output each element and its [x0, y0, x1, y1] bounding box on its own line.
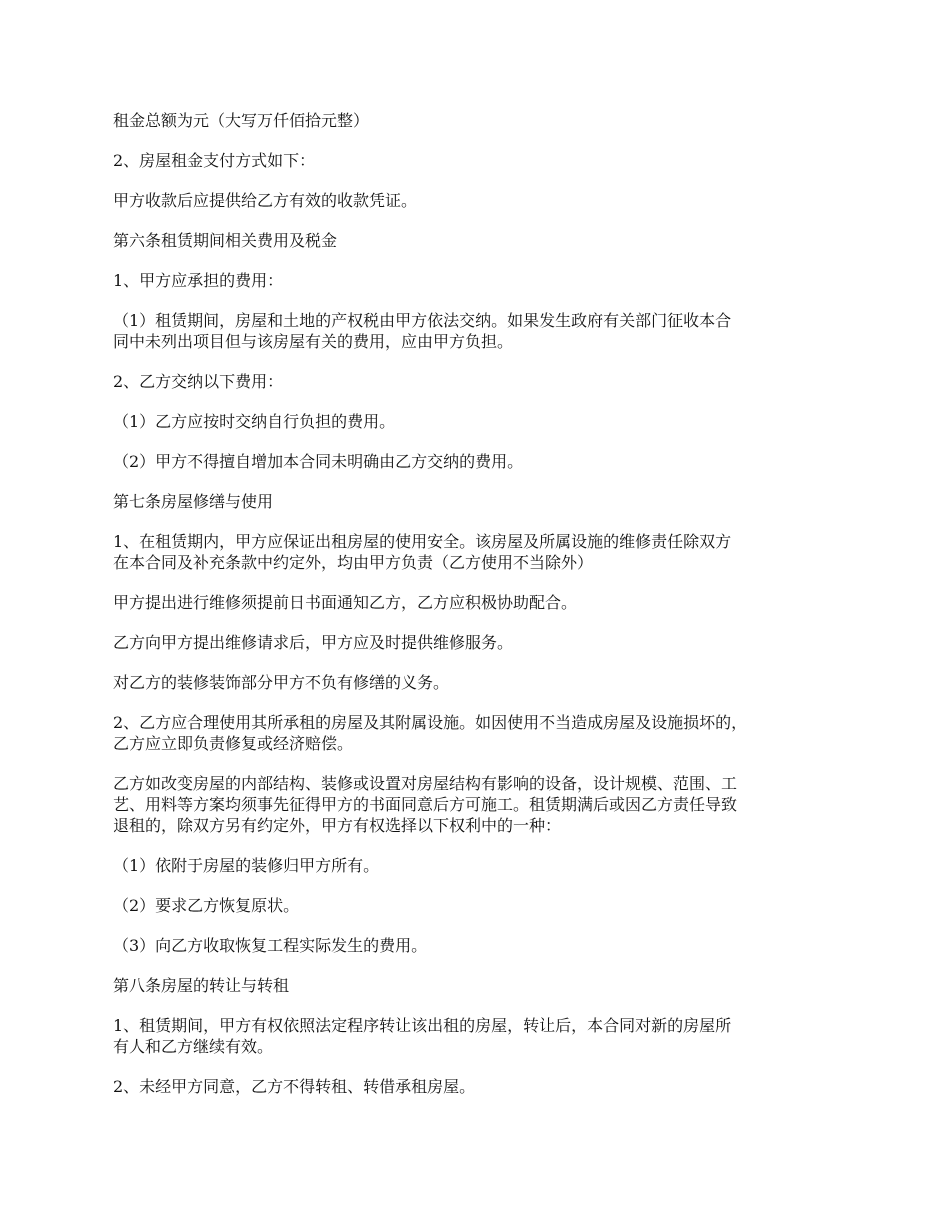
paragraph-option-1: （1）依附于房屋的装修归甲方所有。 [113, 856, 380, 875]
paragraph-maintenance-notice: 甲方提出进行维修须提前日书面通知乙方，乙方应积极协助配合。 [113, 593, 578, 612]
paragraph-transfer-rights: 1、租赁期间，甲方有权依照法定程序转让该出租的房屋，转让后，本合同对新的房屋所 有人和乙方继续有效。 [113, 1016, 732, 1056]
paragraph-structural-changes: 乙方如改变房屋的内部结构、装修或设置对房屋结构有影响的设备，设计规模、范围、工 艺、用料等方案均须事先征得甲方的书面同意后方可施工。租赁期满后或因乙方责任导致 退租的，除双方另有约定外，甲方有权选择以下权利中的一种： [113, 774, 738, 835]
section-heading-article-6: 第六条租赁期间相关费用及税金 [113, 231, 338, 250]
paragraph-decoration-exemption: 对乙方的装修装饰部分甲方不负有修缮的义务。 [113, 673, 450, 692]
document-page [113, 110, 840, 1116]
paragraph-party-a-fees: 1、甲方应承担的费用： [113, 271, 284, 290]
paragraph-party-b-fees: 2、乙方交纳以下费用： [113, 372, 284, 391]
paragraph-receipt: 甲方收款后应提供给乙方有效的收款凭证。 [113, 191, 418, 210]
paragraph-no-sublease: 2、未经甲方同意，乙方不得转租、转借承租房屋。 [113, 1077, 476, 1096]
paragraph-proper-use: 2、乙方应合理使用其所承租的房屋及其附属设施。如因使用不当造成房屋及设施损坏的， 乙方应立即负责修复或经济赔偿。 [113, 713, 748, 753]
paragraph-payment-method: 2、房屋租金支付方式如下： [113, 151, 316, 170]
paragraph-option-3: （3）向乙方收取恢复工程实际发生的费用。 [113, 936, 428, 955]
paragraph-option-2: （2）要求乙方恢复原状。 [113, 896, 300, 915]
paragraph-rent-total: 租金总额为元（大写万仟佰拾元整） [113, 111, 370, 130]
section-heading-article-8: 第八条房屋的转让与转租 [113, 976, 290, 995]
paragraph-property-tax: （1）租赁期间，房屋和土地的产权税由甲方依法交纳。如果发生政府有关部门征收本合 同中未列出项目但与该房屋有关的费用，应由甲方负担。 [113, 311, 732, 351]
section-heading-article-7: 第七条房屋修缮与使用 [113, 492, 274, 511]
paragraph-maintenance-request: 乙方向甲方提出维修请求后，甲方应及时提供维修服务。 [113, 633, 514, 652]
paragraph-party-b-pay-on-time: （1）乙方应按时交纳自行负担的费用。 [113, 412, 396, 431]
paragraph-no-extra-fees: （2）甲方不得擅自增加本合同未明确由乙方交纳的费用。 [113, 452, 524, 471]
paragraph-safety-maintenance: 1、在租赁期内，甲方应保证出租房屋的使用安全。该房屋及所属设施的维修责任除双方 在本合同及补充条款中约定外，均由甲方负责（乙方使用不当除外） [113, 532, 732, 572]
